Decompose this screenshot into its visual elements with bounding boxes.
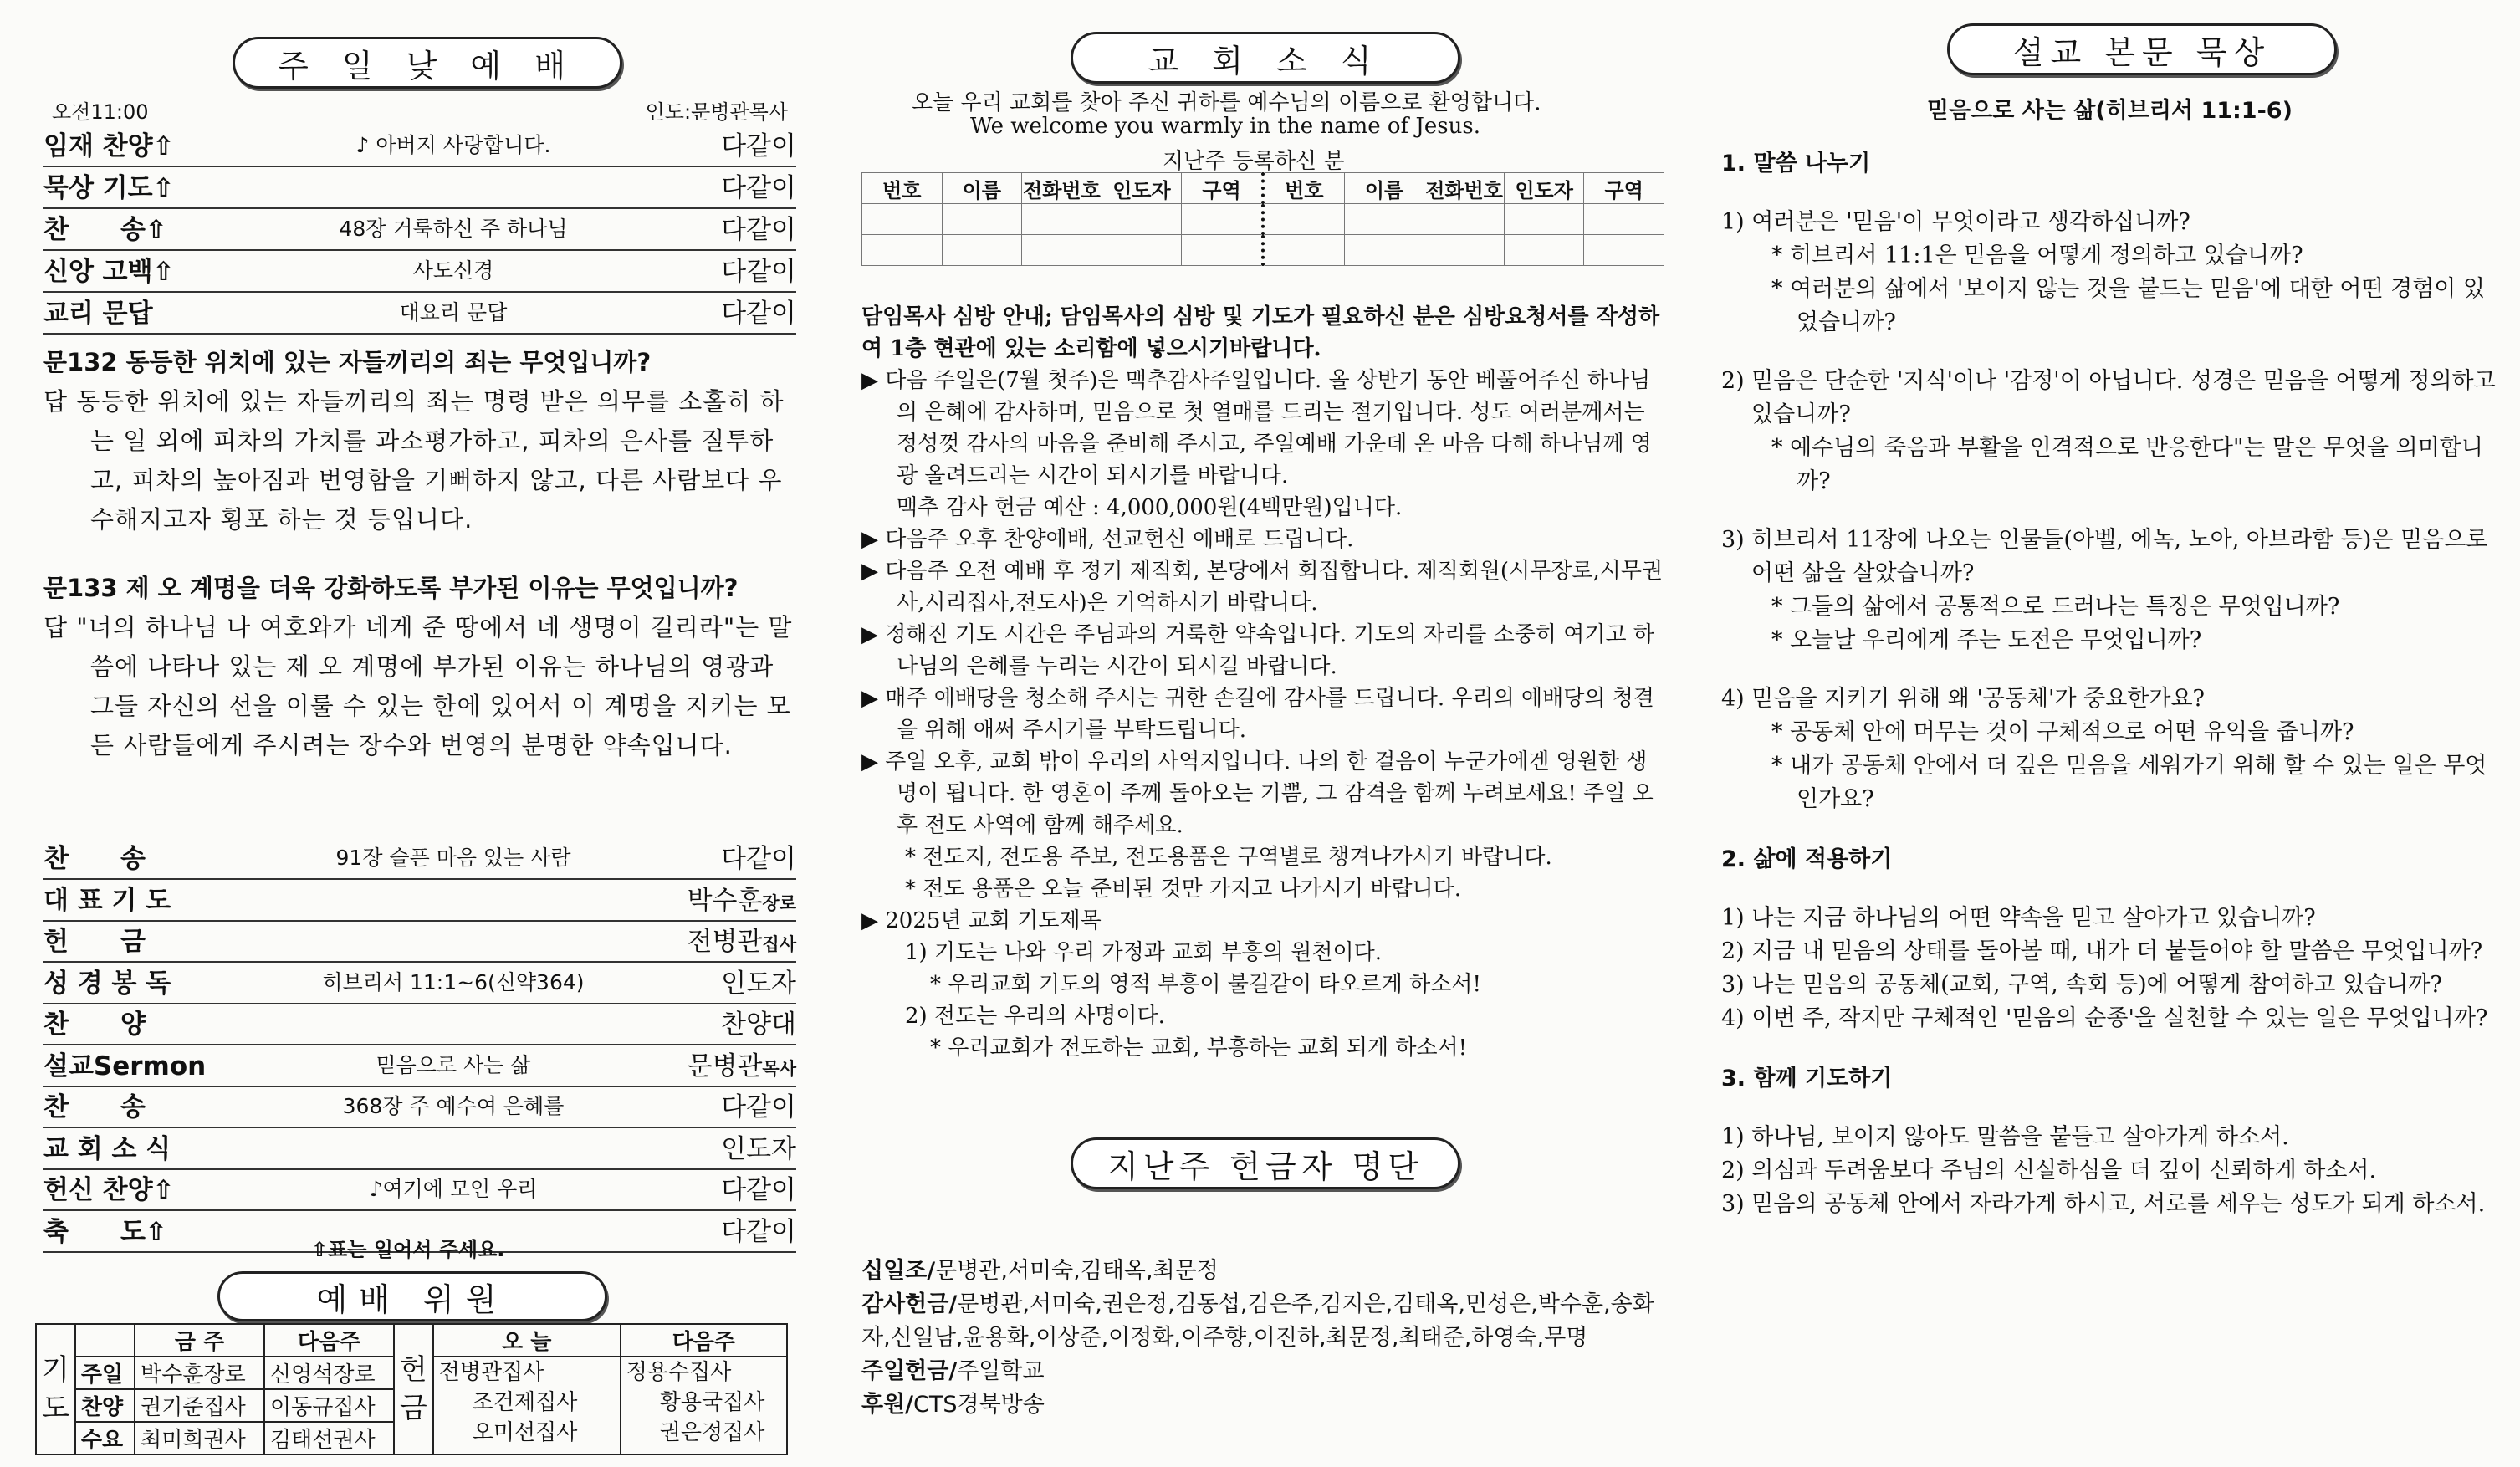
news-item: ▶ 매주 예배당을 청소해 주시는 귀한 손길에 감사를 드립니다. 우리의 예배당의 청결을 위해 애써 주시기를 부탁드립니다. <box>861 686 1654 743</box>
order-item-person <box>721 962 796 999</box>
meditation-question: 3) 믿음의 공동체 안에서 자라가게 하시고, 서로를 세우는 성도가 되게 하소서. <box>1721 1191 2486 1217</box>
service-leader: 인도:문병관목사 <box>645 100 788 124</box>
prayer-topics-title: ▶ 2025년 교회 기도제목 <box>861 908 1102 933</box>
order-row <box>43 125 796 167</box>
meditation-title: 설교 본문 묵상 <box>2012 33 2272 71</box>
offering-next-name: 권은정집사 <box>659 1420 765 1445</box>
worship-title: 주 일 낮 예 배 <box>278 47 577 84</box>
catechism-answer: 답 "너의 하나님 나 여호와가 네게 준 땅에서 네 생명이 길리라"는 말씀에 나타나 있는 제 오 계명에 부가된 이유는 하나님의 영광과 그들 자신의 선을 이룰 수 있는 한에 있어서 이 계명을 지키는 모든 사람들에게 주시려는 장수와 번영의 분명한 약속입니다. <box>43 613 793 759</box>
header-this-week: 금 주 <box>135 1324 264 1357</box>
catechism-answer: 답 동등한 위치에 있는 자들끼리의 죄는 명령 받은 의무를 소홀히 하는 일 외에 피차의 가치를 과소평가하고, 피차의 은사를 질투하고, 피차의 높아짐과 번영함을 기뻐하지 않고, 다른 사람보다 우수해지고자 횡포 하는 것 등입니다. <box>43 387 785 534</box>
order-item-label: 찬 송 <box>43 1092 146 1122</box>
order-item-person <box>721 125 796 162</box>
header-today: 오 늘 <box>433 1324 621 1357</box>
meditation-section-heading: 1. 말씀 나누기 <box>1721 151 1871 176</box>
donor-category: 후원/ <box>861 1392 914 1418</box>
order-row <box>43 921 796 963</box>
meditation-item <box>1721 1121 2499 1154</box>
meditation-subquestion: * 그들의 삶에서 공통적으로 드러나는 특징은 무엇입니까? <box>1771 594 2340 620</box>
meditation-question: 3) 히브리서 11장에 나오는 인물들(아벨, 에녹, 노아, 아브라함 등)은 믿음으로 어떤 삶을 살았습니까? <box>1721 527 2488 586</box>
prayer-topic-detail: * 우리교회가 전도하는 교회, 부흥하는 교회 되게 하소서! <box>930 1035 1468 1061</box>
meditation-item <box>1721 969 2499 1002</box>
order-item-person <box>721 292 796 330</box>
meditation-section-heading: 3. 함께 기도하기 <box>1721 1066 1893 1091</box>
meditation-question: 1) 하나님, 보이지 않아도 말씀을 붙들고 살아가게 하소서. <box>1721 1124 2289 1150</box>
order-item-person-name: 다같이 <box>721 215 796 245</box>
order-row <box>43 1128 796 1170</box>
donors-title-pill <box>1071 1137 1460 1189</box>
registration-header: 번호 <box>862 173 943 204</box>
order-item-person-name: 다같이 <box>721 299 796 329</box>
order-item-person-name: 다같이 <box>721 1175 796 1205</box>
order-item-person <box>721 1086 796 1123</box>
order-row <box>43 251 796 293</box>
order-item-detail: 48장 거룩하신 주 하나님 <box>339 217 568 241</box>
order-item-person-name: 다같이 <box>721 1092 796 1122</box>
offering-today-name: 전병관집사 <box>438 1360 544 1385</box>
order-item-person-name: 문병관 <box>687 1050 763 1081</box>
news-title: 교 회 소 식 <box>1148 42 1383 79</box>
order-item-person-name: 다같이 <box>721 1216 796 1247</box>
offering-side-label: 헌금 <box>394 1324 433 1454</box>
pastor-visit-notice: 담임목사 심방 안내; 담임목사의 심방 및 기도가 필요하신 분은 심방요청서를 작성하여 1층 현관에 있는 소리함에 넣으시기바랍니다. <box>861 304 1660 361</box>
offering-next-name: 정용수집사 <box>626 1360 732 1385</box>
header-next-week: 다음주 <box>264 1324 394 1357</box>
committee-this: 박수훈장로 <box>135 1357 264 1389</box>
header-next-week-2: 다음주 <box>621 1324 787 1357</box>
meditation-body <box>1721 147 2499 1248</box>
thanks-budget: 맥추 감사 헌금 예산 : 4,000,000원(4백만원)입니다. <box>897 495 1403 520</box>
meditation-section <box>1721 1062 2499 1221</box>
registration-header: 구역 <box>1182 173 1263 204</box>
stand-note: ⇧표는 일어서 주세요. <box>311 1238 505 1261</box>
meditation-question: 4) 이번 주, 작지만 구체적인 '믿음의 순종'을 실천할 수 있는 일은 무엇입니까? <box>1721 1005 2488 1031</box>
news-item: ▶ 다음주 오전 예배 후 정기 제직회, 본당에서 회집합니다. 제직회원(시무장로,시무권사,시리집사,전도사)은 기억하시기 바랍니다. <box>861 559 1664 616</box>
church-news-column <box>861 0 1664 1467</box>
order-item-detail: ♪ 아버지 사랑합니다. <box>355 133 551 157</box>
registration-header: 인도자 <box>1504 173 1584 204</box>
order-item-person-title: 집사 <box>762 934 796 954</box>
news-item: ▶ 다음주 오후 찬양예배, 선교헌신 예배로 드립니다. <box>861 527 1354 552</box>
news-items <box>861 365 1664 1064</box>
order-row <box>43 1169 796 1211</box>
meditation-subquestion: * 히브리서 11:1은 믿음을 어떻게 정의하고 있습니까? <box>1771 243 2303 268</box>
meditation-subquestion: * 내가 공동체 안에서 더 깊은 믿음을 세워가기 위해 할 수 있는 일은 무엇인가요? <box>1771 753 2487 812</box>
registration-header: 전화번호 <box>1424 173 1505 204</box>
committee-next: 신영석장로 <box>264 1357 394 1389</box>
meditation-section-heading: 2. 삶에 적용하기 <box>1721 846 1893 872</box>
news-title-pill <box>1071 32 1460 84</box>
meditation-question: 1) 나는 지금 하나님의 어떤 약속을 믿고 살아가고 있습니까? <box>1721 905 2316 931</box>
offering-today-name: 조건제집사 <box>472 1390 578 1415</box>
order-row <box>43 293 796 335</box>
registration-header: 번호 <box>1263 173 1344 204</box>
order-item-person <box>721 250 796 288</box>
prayer-topic-detail: * 우리교회 기도의 영적 부흥이 불길같이 타오르게 하소서! <box>930 972 1481 997</box>
meditation-subquestion: * 공동체 안에 머무는 것이 구체적으로 어떤 유익을 줍니까? <box>1771 719 2354 745</box>
order-item-label: 교리 문답 <box>43 299 153 329</box>
order-item-detail: 368장 주 예수여 은혜를 <box>342 1094 565 1118</box>
order-item-detail: ♪여기에 모인 우리 <box>369 1177 538 1201</box>
donor-category: 십일조/ <box>861 1258 936 1284</box>
order-item-person <box>688 1045 796 1082</box>
welcome-english: We welcome you warmly in the name of Jesus. <box>970 114 1480 139</box>
prayer-side-label: 기도 <box>36 1324 75 1454</box>
order-item-person <box>721 1003 796 1040</box>
order-item-label: 성 경 봉 독 <box>43 968 171 999</box>
committee-next: 이동규집사 <box>264 1389 394 1422</box>
order-row <box>43 1045 796 1087</box>
order-item-detail: 대요리 문답 <box>399 300 508 325</box>
news-body <box>861 301 1664 1064</box>
committee-next: 김태선권사 <box>264 1422 394 1454</box>
donor-names: 문병관,서미숙,권은정,김동섭,김은주,김지은,김태옥,민성은,박수훈,송화자,신일남,윤용화,이상준,이정화,이주향,이진하,최문정,최태준,하영숙,무명 <box>861 1291 1654 1351</box>
worship-title-pill <box>233 37 622 89</box>
committee-row-label: 주일 <box>75 1357 135 1389</box>
order-item-person-name: 인도자 <box>721 968 796 999</box>
committee-this: 최미희권사 <box>135 1422 264 1454</box>
order-row <box>43 1086 796 1128</box>
meditation-column <box>1721 0 2499 1467</box>
registration-table <box>861 172 1664 266</box>
meditation-item <box>1721 935 2499 969</box>
worship-order-column <box>35 0 796 1467</box>
donor-category: 주일헌금/ <box>861 1358 958 1384</box>
order-item-label: 묵상 기도⇧ <box>43 173 175 203</box>
catechism-question: 문132 동등한 위치에 있는 자들끼리의 죄는 무엇입니까? <box>43 348 652 376</box>
order-item-person-name: 다같이 <box>721 173 796 203</box>
offering-next-list <box>621 1357 787 1454</box>
committee-title-pill <box>217 1271 607 1321</box>
meditation-question: 2) 지금 내 믿음의 상태를 돌아볼 때, 내가 더 붙들어야 할 말씀은 무엇입니까? <box>1721 938 2483 964</box>
catechism-question: 문133 제 오 계명을 더욱 강화하도록 부가된 이유는 무엇입니까? <box>43 574 739 602</box>
donor-line <box>861 1388 1664 1422</box>
news-item: ▶ 다음 주일은(7월 첫주)은 맥추감사주일입니다. 올 상반기 동안 베풀어주신 하나님의 은혜에 감사하며, 믿음으로 첫 열매를 드리는 절기입니다. 성도 여러분께서는 정성껏 감사의 마음을 준비해 주시고, 주일예배 가운데 온 마음 다해 하나님께 영광 올려드리는 시간이 되시기를 바랍니다. <box>861 368 1652 488</box>
order-item-label: 축 도⇧ <box>43 1216 167 1247</box>
order-item-person-title: 장로 <box>762 892 796 913</box>
prayer-topic: 1) 기도는 나와 우리 가정과 교회 부흥의 원천이다. <box>905 940 1383 965</box>
order-row <box>43 209 796 251</box>
order-item-person-name: 찬양대 <box>721 1010 796 1040</box>
order-item-detail: 믿음으로 사는 삶 <box>376 1052 531 1077</box>
order-item-label: 교 회 소 식 <box>43 1133 171 1164</box>
order-row <box>43 963 796 1004</box>
order-item-person <box>721 837 796 875</box>
meditation-item <box>1721 524 2499 657</box>
donor-line <box>861 1355 1664 1388</box>
order-item-person <box>688 920 796 958</box>
catechism-item <box>43 343 796 539</box>
order-item-person-name: 다같이 <box>721 844 796 874</box>
registration-title: 지난주 등록하신 분 <box>1163 149 1345 174</box>
order-item-label: 대 표 기 도 <box>43 885 171 916</box>
registration-header: 전화번호 <box>1022 173 1102 204</box>
order-item-label: 설교Sermon <box>43 1050 207 1081</box>
meditation-item <box>1721 902 2499 935</box>
meditation-item <box>1721 365 2499 498</box>
service-time: 오전11:00 <box>52 100 149 124</box>
welcome-korean: 오늘 우리 교회를 찾아 주신 귀하를 예수님의 이름으로 환영합니다. <box>912 90 1541 115</box>
meditation-subquestion: * 예수님의 죽음과 부활을 인격적으로 반응한다"는 말은 무엇을 의미합니까? <box>1771 435 2483 494</box>
order-row <box>43 838 796 880</box>
donor-line <box>861 1255 1664 1288</box>
order-item-detail: 히브리서 11:1~6(신약364) <box>322 969 585 994</box>
evangelism-note: * 전도 용품은 오늘 준비된 것만 가지고 나가시기 바랍니다. <box>905 877 1462 902</box>
news-item: ▶ 정해진 기도 시간은 주님과의 거룩한 약속입니다. 기도의 자리를 소중히 여기고 하나님의 은혜를 누리는 시간이 되시길 바랍니다. <box>861 622 1654 679</box>
meditation-question: 3) 나는 믿음의 공동체(교회, 구역, 속회 등)에 어떻게 참여하고 있습니까? <box>1721 972 2442 998</box>
meditation-item <box>1721 206 2499 340</box>
committee-this: 권기준집사 <box>135 1389 264 1422</box>
meditation-item <box>1721 1188 2499 1221</box>
catechism-item <box>43 569 796 765</box>
donor-category: 감사헌금/ <box>861 1291 958 1317</box>
committee-row-label: 수요 <box>75 1422 135 1454</box>
meditation-subquestion: * 여러분의 삶에서 '보이지 않는 것을 붙드는 믿음'에 대한 어떤 경험이 있었습니까? <box>1771 276 2486 335</box>
donors-title: 지난주 헌금자 명단 <box>1107 1148 1424 1185</box>
order-item-person <box>721 1210 796 1248</box>
order-item-label: 찬 양 <box>43 1010 146 1040</box>
order-item-person <box>721 208 796 246</box>
meditation-section <box>1721 147 2499 816</box>
meditation-question: 1) 여러분은 '믿음'이 무엇이라고 생각하십니까? <box>1721 209 2190 235</box>
registration-header: 인도자 <box>1102 173 1182 204</box>
order-item-label: 찬 송⇧ <box>43 215 167 245</box>
meditation-section <box>1721 843 2499 1035</box>
offering-today-name: 오미선집사 <box>472 1420 578 1445</box>
prayer-topic: 2) 전도는 우리의 사명이다. <box>905 1004 1165 1029</box>
order-item-detail: 91장 슬픈 마음 있는 사람 <box>335 846 571 870</box>
evangelism-note: * 전도지, 전도용 주보, 전도용품은 구역별로 챙겨나가시기 바랍니다. <box>905 845 1552 870</box>
committee-table <box>35 1323 788 1455</box>
registration-header: 이름 <box>942 173 1022 204</box>
donor-names: 문병관,서미숙,김태옥,최문정 <box>935 1258 1219 1284</box>
committee-row-label: 찬양 <box>75 1389 135 1422</box>
order-item-detail: 사도신경 <box>412 258 494 283</box>
order-item-label: 임재 찬양⇧ <box>43 131 175 161</box>
committee-title: 예배 위원 <box>316 1280 509 1318</box>
meditation-question: 4) 믿음을 지키기 위해 왜 '공동체'가 중요한가요? <box>1721 686 2206 712</box>
order-item-person <box>721 1168 796 1206</box>
registration-header: 이름 <box>1344 173 1424 204</box>
order-item-person-name: 인도자 <box>721 1133 796 1164</box>
meditation-subquestion: * 오늘날 우리에게 주는 도전은 무엇입니까? <box>1771 627 2202 653</box>
meditation-item <box>1721 1002 2499 1035</box>
meditation-item <box>1721 1154 2499 1188</box>
order-item-person <box>688 879 796 917</box>
order-item-label: 헌 금 <box>43 927 146 957</box>
registration-header: 구역 <box>1584 173 1664 204</box>
donor-line <box>861 1288 1664 1355</box>
donor-names: 주일학교 <box>957 1358 1045 1384</box>
meditation-question: 2) 믿음은 단순한 '지식'이나 '감정'이 아닙니다. 성경은 믿음을 어떻게 정의하고 있습니까? <box>1721 368 2496 427</box>
meditation-item <box>1721 682 2499 816</box>
offering-today-list <box>433 1357 621 1454</box>
order-item-person-name: 박수훈 <box>687 885 763 916</box>
order-item-person-title: 목사 <box>762 1058 796 1079</box>
order-row <box>43 167 796 209</box>
order-item-label: 헌신 찬양⇧ <box>43 1175 175 1205</box>
order-item-person-name: 다같이 <box>721 131 796 161</box>
news-item: ▶ 주일 오후, 교회 밖이 우리의 사역지입니다. 나의 한 걸음이 누군가에겐 영원한 생명이 됩니다. 한 영혼이 주께 돌아오는 기쁨, 그 감격을 함께 누려보세요! 주일 오후 전도 사역에 함께 해주세요. <box>861 749 1654 838</box>
order-item-person-name: 전병관 <box>687 927 763 957</box>
donor-list <box>861 1255 1664 1422</box>
meditation-title-pill <box>1947 23 2337 75</box>
order-row <box>43 1004 796 1045</box>
order-item-label: 신앙 고백⇧ <box>43 257 175 287</box>
order-row <box>43 880 796 922</box>
meditation-subtitle: 믿음으로 사는 삶(히브리서 11:1-6) <box>1927 98 2293 124</box>
order-item-person <box>721 1127 796 1165</box>
meditation-question: 2) 의심과 두려움보다 주님의 신실하심을 더 깊이 신뢰하게 하소서. <box>1721 1158 2377 1183</box>
order-item-person-name: 다같이 <box>721 257 796 287</box>
donor-names: CTS경북방송 <box>913 1392 1045 1418</box>
offering-next-name: 황용국집사 <box>659 1390 765 1415</box>
order-item-label: 찬 송 <box>43 844 146 874</box>
order-item-person <box>721 166 796 204</box>
